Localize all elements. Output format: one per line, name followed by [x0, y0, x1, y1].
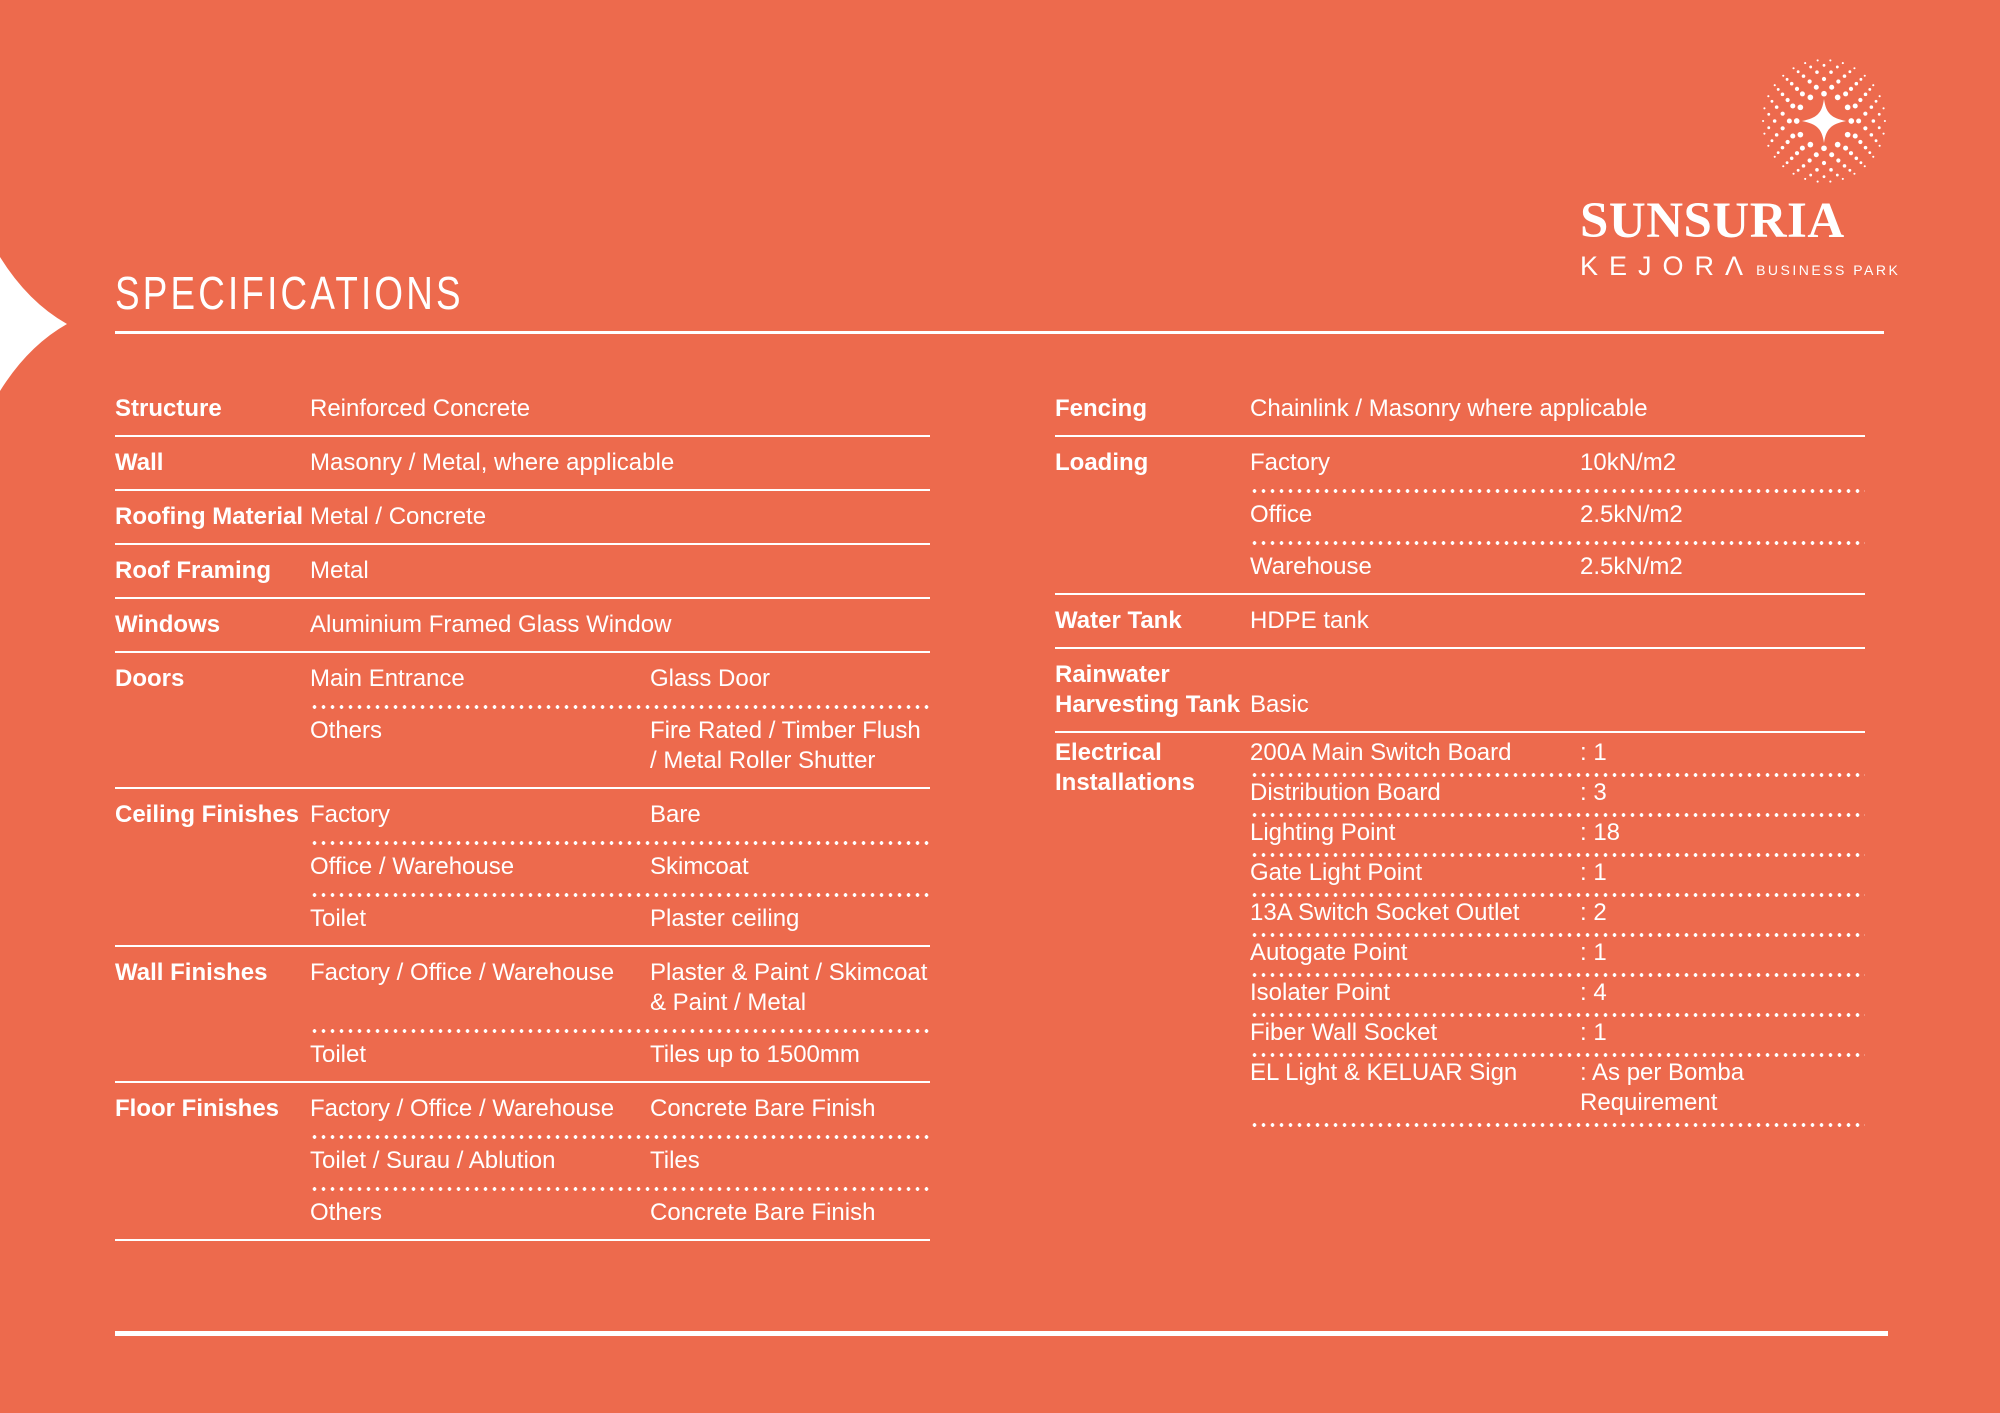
row-value: Plaster & Paint / Skimcoat & Paint / Metal [650, 959, 928, 1016]
row-value: Aluminium Framed Glass Window [310, 611, 672, 638]
row-item: Distribution Board [1250, 779, 1441, 806]
row-item: Others [310, 717, 383, 744]
row-value: : 1 [1580, 1019, 1607, 1046]
spec-row [310, 1135, 930, 1187]
spec-row [310, 1083, 930, 1135]
row-item: Others [310, 1199, 383, 1226]
brand-subname-row [1580, 251, 1901, 281]
row-item: Factory [1250, 449, 1331, 476]
row-value: Masonry / Metal, where applicable [310, 449, 675, 476]
section-label: Fencing [1055, 395, 1148, 422]
row-value: Skimcoat [650, 853, 749, 880]
spec-column-right [1055, 383, 1865, 1241]
row-item: 13A Switch Socket Outlet [1250, 899, 1520, 926]
row-item: Gate Light Point [1250, 859, 1423, 886]
spec-row [310, 705, 930, 787]
spec-row [1250, 813, 1865, 853]
section-floor-finishes [115, 1083, 930, 1241]
spec-row [310, 893, 930, 945]
section-loading [1055, 437, 1865, 595]
row-item: Toilet [310, 905, 367, 932]
spec-row [1250, 893, 1865, 933]
row-item: Isolater Point [1250, 979, 1391, 1006]
row-value: Chainlink / Masonry where applicable [1250, 395, 1648, 422]
spec-row [310, 383, 930, 435]
spec-column-left [115, 383, 930, 1241]
section-label: Floor Finishes [115, 1095, 280, 1122]
section-windows [115, 599, 930, 653]
row-value: Metal [310, 557, 369, 584]
row-value: Plaster ceiling [650, 905, 800, 932]
row-value: Basic [1250, 691, 1309, 718]
row-value: : 2 [1580, 899, 1607, 926]
row-item: Fiber Wall Socket [1250, 1019, 1438, 1046]
row-value: 2.5kN/m2 [1580, 553, 1683, 580]
row-item: Lighting Point [1250, 819, 1396, 846]
section-label: Roof Framing [115, 557, 271, 584]
row-value: Concrete Bare Finish [650, 1199, 876, 1226]
spec-row [1250, 933, 1865, 973]
spec-row [1250, 489, 1865, 541]
spec-row [1250, 973, 1865, 1013]
title-rule [115, 331, 1884, 334]
spec-row [1250, 1013, 1865, 1053]
section-ceiling-finishes [115, 789, 930, 947]
page-title: SPECIFICATIONS [115, 267, 464, 319]
row-value: 10kN/m2 [1580, 449, 1677, 476]
spec-row [1250, 437, 1865, 489]
section-fencing [1055, 383, 1865, 437]
row-value: Concrete Bare Finish [650, 1095, 876, 1122]
section-label: Roofing Material [115, 503, 304, 530]
spec-row [310, 653, 930, 705]
section-label: Wall [115, 449, 164, 476]
spec-row [1250, 853, 1865, 893]
row-value: Bare [650, 801, 701, 828]
row-item: Toilet / Surau / Ablution [310, 1147, 556, 1174]
brand-tagline: BUSINESS PARK [1756, 262, 1901, 278]
row-value: 2.5kN/m2 [1580, 501, 1683, 528]
row-item: Autogate Point [1250, 939, 1408, 966]
section-doors [115, 653, 930, 789]
spec-row [1250, 733, 1865, 773]
spec-row [310, 1187, 930, 1239]
left-edge-notch [0, 254, 70, 394]
section-electrical-installations [1055, 733, 1865, 1127]
section-structure [115, 383, 930, 437]
row-value: : 3 [1580, 779, 1607, 806]
spec-row [310, 789, 930, 841]
spec-row [310, 491, 930, 543]
row-value: Glass Door [650, 665, 771, 692]
bottom-rule [115, 1331, 1888, 1336]
row-value: Tiles [650, 1147, 700, 1174]
row-item: Office / Warehouse [310, 853, 515, 880]
spec-row [1250, 595, 1865, 647]
row-item: Factory [310, 801, 391, 828]
spec-row [310, 545, 930, 597]
section-label: Water Tank [1055, 607, 1182, 634]
section-label: Electrical Installations [1055, 739, 1196, 796]
brand-subname: KEJORΛ [1580, 251, 1755, 281]
section-wall [115, 437, 930, 491]
section-label: Structure [115, 395, 222, 422]
row-item: Warehouse [1250, 553, 1372, 580]
row-value: Fire Rated / Timber Flush / Metal Roller Shutter [650, 717, 921, 774]
spec-row [310, 1029, 930, 1081]
section-roofing-material [115, 491, 930, 545]
section-rainwater-harvesting-tank [1055, 649, 1865, 733]
brand-name: SUNSURIA [1580, 193, 1845, 249]
section-water-tank [1055, 595, 1865, 649]
starburst-emblem-icon [1761, 58, 1887, 184]
row-value: : As per Bomba Requirement [1580, 1059, 1745, 1116]
section-label: Loading [1055, 449, 1149, 476]
spec-row [310, 599, 930, 651]
spec-row [310, 841, 930, 893]
row-value: Tiles up to 1500mm [650, 1041, 860, 1068]
spec-row [310, 947, 930, 1029]
spec-row [1250, 383, 1865, 435]
brand-logo [1580, 58, 1901, 281]
section-label: Doors [115, 665, 185, 692]
row-item: Factory / Office / Warehouse [310, 1095, 615, 1122]
row-value: : 4 [1580, 979, 1607, 1006]
section-label: Rainwater Harvesting Tank [1055, 661, 1240, 718]
row-value: HDPE tank [1250, 607, 1369, 634]
row-item: 200A Main Switch Board [1250, 739, 1512, 766]
spec-row [310, 437, 930, 489]
row-item: Toilet [310, 1041, 367, 1068]
section-label: Ceiling Finishes [115, 801, 300, 828]
row-value: : 1 [1580, 859, 1607, 886]
spec-row [1250, 1053, 1865, 1123]
row-value: Reinforced Concrete [310, 395, 531, 422]
section-wall-finishes [115, 947, 930, 1083]
row-value: : 1 [1580, 739, 1607, 766]
row-item: Factory / Office / Warehouse [310, 959, 615, 986]
spec-columns [115, 383, 1865, 1241]
section-label: Windows [115, 611, 221, 638]
row-item: Office [1250, 501, 1313, 528]
row-value: Metal / Concrete [310, 503, 487, 530]
row-item: EL Light & KELUAR Sign [1250, 1059, 1518, 1086]
section-roof-framing [115, 545, 930, 599]
spec-row [1250, 541, 1865, 593]
section-label: Wall Finishes [115, 959, 268, 986]
row-item: Main Entrance [310, 665, 465, 692]
row-value: : 1 [1580, 939, 1607, 966]
row-value: : 18 [1580, 819, 1621, 846]
spec-row [1250, 679, 1865, 731]
spec-row [1250, 773, 1865, 813]
